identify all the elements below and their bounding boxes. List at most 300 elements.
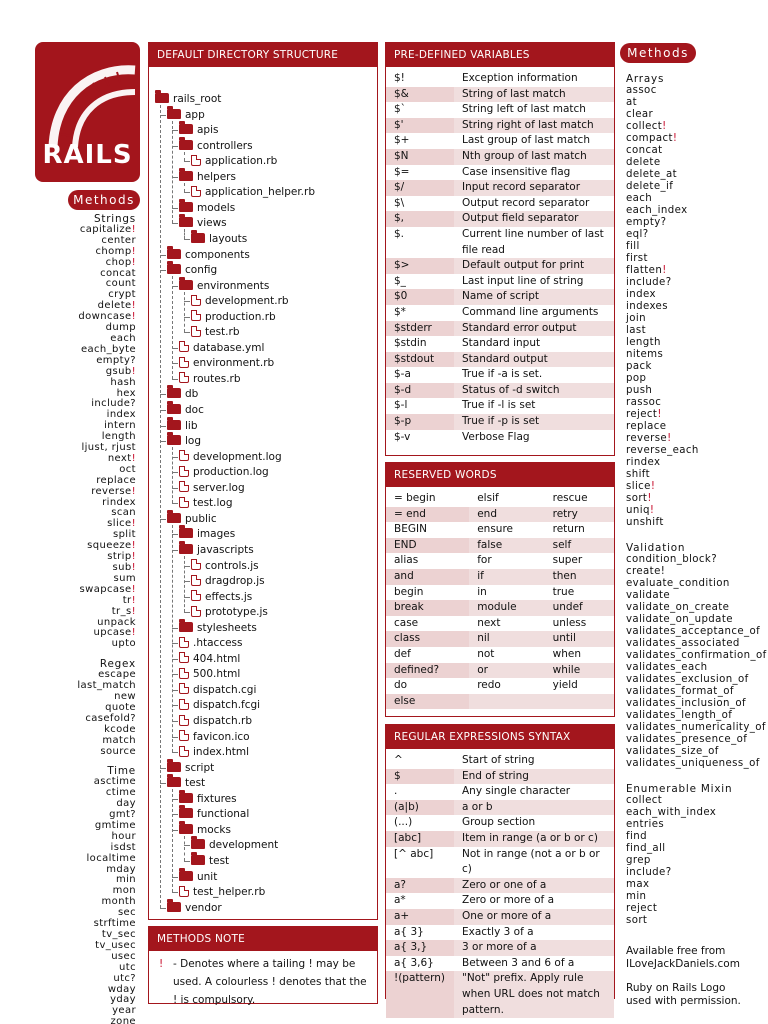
method-name: upto xyxy=(111,638,136,650)
cell-col-1: (a|b) xyxy=(386,800,454,816)
tree-branch-line xyxy=(172,830,178,831)
file-icon xyxy=(191,606,201,617)
node-name: functional xyxy=(197,808,250,821)
folder-icon xyxy=(179,528,193,538)
tree-branch-line xyxy=(184,332,190,333)
folder-node xyxy=(179,216,227,230)
table-row xyxy=(386,196,614,212)
method-name: gmtime xyxy=(94,819,136,831)
cell-col-2: One or more of a xyxy=(454,909,614,925)
method-name: zone xyxy=(110,1016,136,1024)
note-line-2: used. A colourless ! denotes that the xyxy=(173,976,367,988)
tree-trunk-line xyxy=(160,105,161,908)
tree-branch-line xyxy=(172,130,178,131)
folder-icon xyxy=(179,280,193,290)
file-icon xyxy=(179,357,189,368)
table-row xyxy=(386,289,614,305)
node-name: dispatch.fcgi xyxy=(193,699,261,712)
method-name: create! xyxy=(626,566,666,577)
method-name: each_with_index xyxy=(626,807,717,818)
method-name: ljust, rjust xyxy=(81,442,136,454)
cell-col-3: yield xyxy=(552,679,578,692)
cell-col-2: Standard output xyxy=(454,352,614,368)
method-name: crypt xyxy=(108,289,136,301)
tree-trunk-line xyxy=(184,292,185,333)
folder-node xyxy=(167,761,214,775)
cell-col-1: $0 xyxy=(386,289,454,305)
node-name: config xyxy=(185,264,218,277)
tree-branch-line xyxy=(184,581,190,582)
cell-col-1: do xyxy=(394,679,408,692)
logo-text: RAILS xyxy=(42,140,133,170)
table-row xyxy=(386,847,614,878)
tree-trunk-line xyxy=(172,447,173,503)
table-row xyxy=(386,180,614,196)
method-name: concat xyxy=(100,267,136,279)
method-item xyxy=(626,217,766,229)
method-name: validates_presence_of xyxy=(626,734,748,745)
method-group-header: Regex xyxy=(99,658,136,671)
credit-line-4: used with permission. xyxy=(626,994,741,1007)
method-item xyxy=(626,169,766,181)
cell-col-1: a+ xyxy=(386,909,454,925)
left-methods-title: Methods xyxy=(68,190,140,210)
folder-node xyxy=(191,838,278,852)
cell-col-1: begin xyxy=(394,585,424,598)
cell-col-2: Zero or one of a xyxy=(454,878,614,894)
credit-line-3: Ruby on Rails Logo xyxy=(626,982,726,994)
node-name: fixtures xyxy=(197,792,237,805)
cell-col-2: Last input line of string xyxy=(462,274,584,287)
file-icon xyxy=(179,746,189,757)
reserved-title: RESERVED WORDS xyxy=(386,463,614,487)
node-name: server.log xyxy=(193,481,245,494)
method-item xyxy=(626,915,766,927)
method-name: index xyxy=(106,409,136,421)
cell-col-1: else xyxy=(386,694,469,710)
node-name: .htaccess xyxy=(193,637,243,650)
method-item xyxy=(626,517,766,529)
table-row xyxy=(386,631,614,647)
method-name: validates_acceptance_of xyxy=(626,626,761,637)
file-node xyxy=(191,310,276,324)
node-name: log xyxy=(185,435,202,448)
method-name: find xyxy=(626,831,647,842)
tree-branch-line xyxy=(172,643,178,644)
credit-source xyxy=(626,945,740,970)
file-node xyxy=(179,372,241,386)
method-item xyxy=(626,121,766,133)
rails-logo xyxy=(35,42,140,182)
cell-col-2: Exactly 3 of a xyxy=(462,925,534,938)
predefined-variables-panel xyxy=(385,42,615,456)
folder-icon xyxy=(167,777,181,787)
method-name: strip xyxy=(107,551,132,563)
method-name: collect xyxy=(626,795,663,806)
method-name: day xyxy=(116,798,136,810)
method-item xyxy=(626,229,766,241)
method-name: validates_format_of xyxy=(626,686,734,697)
node-name: dispatch.cgi xyxy=(193,683,257,696)
method-name: hour xyxy=(111,830,136,842)
cell-col-3: while xyxy=(545,663,614,679)
cell-col-1: a? xyxy=(386,878,454,894)
table-row xyxy=(386,971,614,1018)
method-name: hash xyxy=(110,376,136,388)
cell-col-1: $-d xyxy=(386,383,454,399)
method-item xyxy=(626,819,766,831)
tree-branch-line xyxy=(184,317,190,318)
cell-col-2: if xyxy=(469,569,544,585)
file-node xyxy=(179,450,282,464)
method-name: validates_length_of xyxy=(626,710,733,721)
method-item xyxy=(626,277,766,289)
method-name: join xyxy=(626,313,646,324)
file-node xyxy=(179,636,243,650)
cell-col-1: $/ xyxy=(386,180,454,196)
method-name: each_index xyxy=(626,205,688,216)
predefined-title: PRE-DEFINED VARIABLES xyxy=(386,43,614,67)
table-row xyxy=(386,753,614,769)
file-icon xyxy=(191,155,201,166)
cell-col-2: True if -l is set xyxy=(462,399,536,412)
method-item xyxy=(626,409,766,421)
table-row xyxy=(386,600,614,616)
method-name: fill xyxy=(626,241,640,252)
cell-col-1: $stdout xyxy=(386,352,454,368)
list-gap xyxy=(626,529,766,542)
folder-icon xyxy=(179,202,193,212)
folder-node xyxy=(167,108,205,122)
file-node xyxy=(191,605,268,619)
tree-trunk-line xyxy=(184,183,185,193)
table-row xyxy=(386,336,614,352)
node-name: test.log xyxy=(193,497,233,510)
cell-col-3: when xyxy=(552,647,581,660)
table-row xyxy=(386,133,614,149)
method-item xyxy=(626,289,766,301)
file-icon xyxy=(179,450,189,461)
folder-node xyxy=(179,170,236,184)
tree-branch-line xyxy=(172,550,178,551)
cell-col-2: Current line number of last file read xyxy=(462,227,604,256)
file-icon xyxy=(191,326,201,337)
method-item xyxy=(626,325,766,337)
node-name: index.html xyxy=(193,746,249,759)
method-item xyxy=(60,747,136,758)
method-item xyxy=(626,397,766,409)
cell-col-1: $\ xyxy=(394,196,405,209)
method-name: asctime xyxy=(93,776,136,788)
node-name: effects.js xyxy=(205,590,253,603)
method-name: count xyxy=(105,278,136,290)
predefined-table xyxy=(386,71,614,445)
method-name: min xyxy=(115,874,136,886)
folder-icon xyxy=(191,839,205,849)
file-node xyxy=(179,465,269,479)
node-name: components xyxy=(185,248,250,261)
cell-col-2: True if -a is set. xyxy=(462,368,543,381)
cell-col-1: $` xyxy=(394,103,406,116)
cell-col-2: Command line arguments xyxy=(462,305,599,318)
file-node xyxy=(191,590,252,604)
method-name: index xyxy=(626,289,656,300)
list-gap xyxy=(626,770,766,783)
method-item xyxy=(626,614,766,626)
method-name: chop xyxy=(105,256,132,268)
method-name: collect xyxy=(626,121,663,132)
method-name: ctime xyxy=(105,787,136,799)
cell-col-1: $* xyxy=(394,305,406,318)
directory-panel xyxy=(148,42,378,920)
folder-icon xyxy=(155,93,169,103)
node-name: test_helper.rb xyxy=(193,886,266,899)
method-name: utc? xyxy=(113,972,136,984)
method-item xyxy=(626,85,766,97)
method-name: eql? xyxy=(626,229,649,240)
table-row xyxy=(386,211,614,227)
cell-col-3: unless xyxy=(552,616,587,629)
tree-branch-line xyxy=(172,286,178,287)
cell-col-1: a{ 3} xyxy=(394,925,424,938)
file-node xyxy=(191,154,277,168)
table-row xyxy=(386,102,614,118)
method-name: each xyxy=(626,193,653,204)
method-name: usec xyxy=(111,950,136,962)
node-name: rails_root xyxy=(173,93,222,105)
cell-col-1: $-l xyxy=(394,399,408,412)
file-icon xyxy=(179,466,189,477)
method-name: downcase xyxy=(78,311,132,323)
method-item xyxy=(626,650,766,662)
method-name: replace xyxy=(626,421,667,432)
tree-branch-line xyxy=(160,410,166,411)
node-name: public xyxy=(185,512,217,525)
cell-col-1: a{ 3,} xyxy=(386,940,454,956)
table-row xyxy=(386,956,614,972)
cell-col-1: case xyxy=(394,616,419,629)
node-name: environments xyxy=(197,279,270,292)
method-name: tv_usec xyxy=(95,939,136,951)
node-name: db xyxy=(185,388,199,401)
table-row xyxy=(386,678,614,694)
method-item xyxy=(626,301,766,313)
file-icon xyxy=(179,668,189,679)
cell-col-1: $stderr xyxy=(386,321,454,337)
tree-branch-line xyxy=(160,115,166,116)
cell-col-2: elsif xyxy=(477,492,499,504)
file-node xyxy=(179,730,250,744)
tree-trunk-line xyxy=(184,556,185,612)
method-name: find_all xyxy=(626,843,666,854)
cell-col-2: End of string xyxy=(454,769,614,785)
tree-branch-line xyxy=(160,255,166,256)
folder-node xyxy=(179,807,249,821)
regex-panel xyxy=(385,724,615,1016)
cell-col-2: Name of script xyxy=(454,289,614,305)
tree-branch-line xyxy=(184,845,190,846)
method-group-header: Enumerable Mixin xyxy=(626,783,733,795)
method-name: flatten xyxy=(626,265,663,276)
node-name: controls.js xyxy=(205,559,259,572)
cell-col-3: retry xyxy=(545,507,614,523)
method-name: reject xyxy=(626,903,658,914)
method-name: sort xyxy=(626,493,648,504)
file-icon xyxy=(179,730,189,741)
method-name: chomp xyxy=(95,245,132,257)
folder-icon xyxy=(167,109,181,119)
method-name: clear xyxy=(626,109,654,120)
method-item xyxy=(626,505,766,517)
method-item xyxy=(626,626,766,638)
file-node xyxy=(179,496,233,510)
folder-icon xyxy=(167,513,181,523)
bang-marker: ! xyxy=(657,409,662,420)
cell-col-1: [^ abc] xyxy=(394,847,434,860)
method-name: validates_confirmation_of xyxy=(626,650,767,661)
method-item xyxy=(626,734,766,746)
method-name: isdst xyxy=(110,841,136,853)
folder-node xyxy=(167,403,204,417)
cell-col-2: True if -p is set xyxy=(454,414,614,430)
folder-node xyxy=(155,92,221,106)
bang-marker: ! xyxy=(131,540,136,552)
table-row xyxy=(386,383,614,399)
tree-branch-line xyxy=(160,768,166,769)
tree-branch-line xyxy=(184,301,190,302)
method-name: include? xyxy=(91,398,136,410)
method-name: uniq xyxy=(626,505,650,516)
bang-marker: ! xyxy=(131,245,136,257)
method-item xyxy=(626,674,766,686)
method-name: new xyxy=(114,690,136,702)
method-name: quote xyxy=(105,701,136,713)
cell-col-2: a or b xyxy=(454,800,614,816)
method-name: reverse_each xyxy=(626,445,699,456)
rails-track-graphic xyxy=(35,42,140,152)
cell-col-2: String right of last match xyxy=(454,118,614,134)
table-row xyxy=(386,87,614,103)
tree-branch-line xyxy=(172,799,178,800)
file-icon xyxy=(179,683,189,694)
method-name: concat xyxy=(626,145,663,156)
folder-icon xyxy=(179,871,193,881)
folder-node xyxy=(179,139,253,153)
method-name: delete xyxy=(97,300,132,312)
bang-marker: ! xyxy=(647,493,652,504)
tree-branch-line xyxy=(172,457,178,458)
method-item xyxy=(60,1017,136,1024)
method-item xyxy=(626,241,766,253)
folder-node xyxy=(191,232,247,246)
method-item xyxy=(626,481,766,493)
method-name: tv_sec xyxy=(101,929,136,940)
method-item xyxy=(626,746,766,758)
node-name: layouts xyxy=(209,232,248,245)
tree-branch-line xyxy=(160,394,166,395)
method-item xyxy=(626,831,766,843)
table-row xyxy=(386,367,614,383)
cell-col-2 xyxy=(469,694,544,710)
node-name: prototype.js xyxy=(205,606,268,619)
tree-branch-line xyxy=(172,503,178,504)
method-name: source xyxy=(100,745,136,757)
method-name: sum xyxy=(113,572,136,584)
cell-col-3: rescue xyxy=(552,492,588,504)
folder-icon xyxy=(167,762,181,772)
node-name: mocks xyxy=(197,823,231,836)
method-name: wday xyxy=(107,983,136,995)
tree-branch-line xyxy=(172,721,178,722)
bang-marker: ! xyxy=(131,300,136,312)
cell-col-2: Between 3 and 6 of a xyxy=(462,956,575,969)
method-item xyxy=(626,855,766,867)
bang-marker: ! xyxy=(672,133,678,144)
method-name: validates_associated xyxy=(626,638,740,649)
node-name: 404.html xyxy=(193,652,241,665)
method-name: reverse xyxy=(91,485,132,497)
cell-col-1: ^ xyxy=(394,754,403,766)
folder-icon xyxy=(179,140,193,150)
method-item xyxy=(626,867,766,879)
folder-node xyxy=(179,823,231,837)
folder-icon xyxy=(179,217,193,227)
table-row xyxy=(386,258,614,274)
method-name: validate_on_create xyxy=(626,602,730,613)
tree-branch-line xyxy=(184,597,190,598)
cell-col-1: $N xyxy=(386,149,454,165)
bang-marker: ! xyxy=(667,433,672,444)
tree-branch-line xyxy=(172,208,178,209)
method-item xyxy=(626,385,766,397)
cell-col-2: Zero or more of a xyxy=(462,894,555,907)
table-row xyxy=(386,784,614,800)
bang-marker: ! xyxy=(649,505,655,516)
method-item xyxy=(626,469,766,481)
cell-col-2: module xyxy=(469,600,544,616)
node-name: routes.rb xyxy=(193,372,241,385)
method-name: sort xyxy=(626,915,648,926)
method-name: month xyxy=(101,896,136,908)
method-name: delete xyxy=(626,157,661,168)
tree-branch-line xyxy=(184,239,190,240)
cell-col-2: Exception information xyxy=(462,72,578,84)
file-node xyxy=(191,574,265,588)
method-name: entries xyxy=(626,819,665,830)
method-name: validates_exclusion_of xyxy=(626,674,749,685)
cell-col-2: Default output for print xyxy=(454,258,614,274)
node-name: test xyxy=(185,777,206,790)
method-item xyxy=(626,193,766,205)
file-icon xyxy=(191,310,201,321)
cell-col-1: class xyxy=(386,631,469,647)
cell-col-3: true xyxy=(552,585,575,598)
method-item xyxy=(626,807,766,819)
cell-col-1: [abc] xyxy=(386,831,454,847)
cell-col-2: Start of string xyxy=(462,754,535,766)
cell-col-3: self xyxy=(545,538,614,554)
file-node xyxy=(191,294,289,308)
table-row xyxy=(386,522,614,538)
cell-col-1: $. xyxy=(394,227,405,240)
method-group-header: Strings xyxy=(93,213,136,225)
cell-col-2: nil xyxy=(469,631,544,647)
method-name: oct xyxy=(119,463,136,475)
tree-branch-line xyxy=(172,534,178,535)
method-name: length xyxy=(626,337,661,348)
methods-note-title: METHODS NOTE xyxy=(149,927,377,951)
method-item xyxy=(626,843,766,855)
